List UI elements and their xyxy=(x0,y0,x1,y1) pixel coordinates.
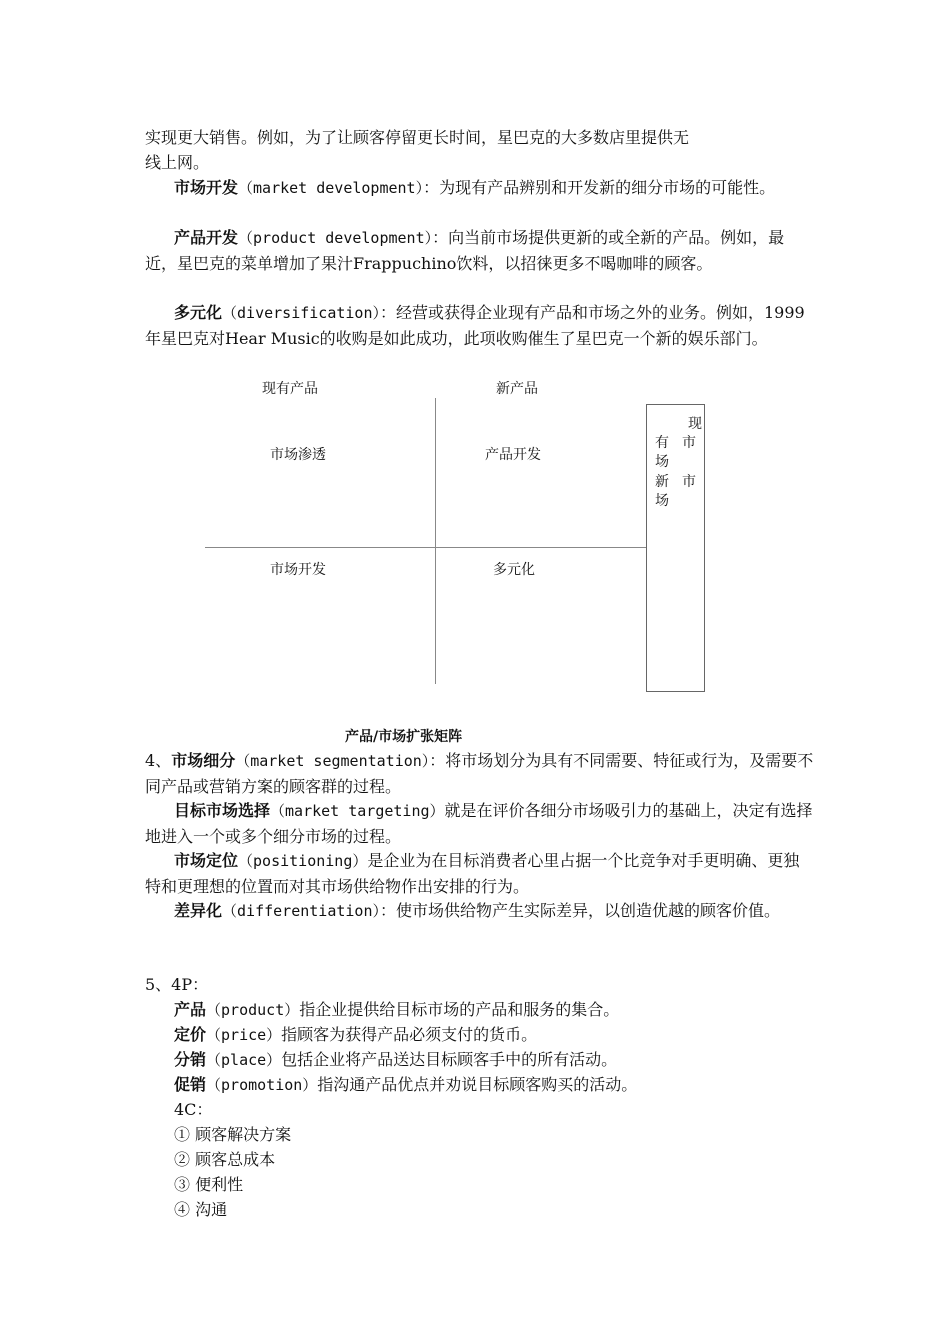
term: 目标市场选择 xyxy=(174,801,271,820)
fourc-item: ② 顾客总成本 xyxy=(174,1150,276,1169)
targeting-paragraph xyxy=(145,798,815,849)
term: 促销 xyxy=(174,1075,207,1094)
matrix-vertical-divider xyxy=(435,398,436,684)
matrix-horizontal-divider xyxy=(205,547,647,548)
side-char: 新 xyxy=(655,474,669,490)
section-number: 4、 xyxy=(145,751,172,770)
term-english: （place） xyxy=(206,1051,282,1069)
term: 分销 xyxy=(174,1050,207,1069)
definition: 就是在评价各细分市场吸引力的基础上，决定有选择地进入一个或多个细分市场的过程。 xyxy=(145,801,813,846)
fourc-item: ① 顾客解决方案 xyxy=(174,1125,292,1144)
term: 产品 xyxy=(174,1000,207,1019)
diversification-paragraph xyxy=(145,300,815,351)
definition: 包括企业将产品送达目标顾客手中的所有活动。 xyxy=(281,1050,618,1069)
differentiation-paragraph xyxy=(145,898,815,924)
term-english: （positioning） xyxy=(238,852,368,870)
fourp-heading: 5、4P： xyxy=(145,975,209,994)
term-english: （market targeting） xyxy=(270,802,445,820)
side-char: 场 xyxy=(655,493,669,509)
intro-line-1: 实现更大销售。例如，为了让顾客停留更长时间，星巴克的大多数店里提供无 xyxy=(145,128,690,147)
definition: ：为现有产品辨别和开发新的细分市场的可能性。 xyxy=(423,178,776,197)
intro-line-2: 线上网。 xyxy=(145,153,210,172)
fourp-item-price xyxy=(174,1022,537,1048)
term: 市场细分 xyxy=(171,751,236,770)
term: 市场开发 xyxy=(174,178,239,197)
term-english: （market development） xyxy=(238,179,424,197)
fourc-heading: 4C： xyxy=(174,1100,213,1119)
definition: ：向当前市场提供更新的或全新的产品。例如，最近，星巴克的菜单增加了果汁Frappuchino饮料，以招徕更多不喝咖啡的顾客。 xyxy=(145,228,785,273)
side-char: 现 xyxy=(688,416,702,432)
term: 差异化 xyxy=(174,901,223,920)
term-english: （product development） xyxy=(238,229,433,247)
matrix-col-new-products: 新产品 xyxy=(496,381,538,397)
definition: ：将市场划分为具有不同需要、特征或行为，及需要不同产品或营销方案的顾客群的过程。 xyxy=(145,751,814,796)
term-english: （differentiation） xyxy=(222,902,380,920)
term: 产品开发 xyxy=(174,228,239,247)
fourc-item: ③ 便利性 xyxy=(174,1175,244,1194)
term: 多元化 xyxy=(174,303,223,322)
matrix-col-existing-products: 现有产品 xyxy=(262,381,318,397)
fourc-item: ④ 沟通 xyxy=(174,1200,228,1219)
term-english: （product） xyxy=(206,1001,300,1019)
segmentation-paragraph xyxy=(145,748,815,799)
matrix-cell-market-penetration: 市场渗透 xyxy=(270,447,326,463)
product-development-paragraph xyxy=(145,225,815,276)
fourp-item-promotion xyxy=(174,1072,637,1098)
definition: 是企业为在目标消费者心里占据一个比竞争对手更明确、更独特和更理想的位置而对其市场供给物作出安排的行为。 xyxy=(145,851,800,896)
fourp-item-place xyxy=(174,1047,617,1073)
side-char: 市 xyxy=(682,474,696,490)
term-english: （promotion） xyxy=(206,1076,318,1094)
positioning-paragraph xyxy=(145,848,815,899)
matrix-caption: 产品/市场扩张矩阵 xyxy=(345,729,463,745)
definition: 指沟通产品优点并劝说目标顾客购买的活动。 xyxy=(317,1075,638,1094)
side-char: 场 xyxy=(655,454,669,470)
side-char: 市 xyxy=(682,435,696,451)
term: 定价 xyxy=(174,1025,207,1044)
term-english: （diversification） xyxy=(222,304,380,322)
definition: ：经营或获得企业现有产品和市场之外的业务。例如，1999年星巴克对Hear Music的收购是如此成功，此项收购催生了星巴克一个新的娱乐部门。 xyxy=(145,303,805,348)
term: 市场定位 xyxy=(174,851,239,870)
side-char: 有 xyxy=(655,435,669,451)
term-english: （price） xyxy=(206,1026,282,1044)
term-english: （market segmentation） xyxy=(235,752,430,770)
definition: ：使市场供给物产生实际差异，以创造优越的顾客价值。 xyxy=(379,901,780,920)
matrix-cell-market-development: 市场开发 xyxy=(270,562,326,578)
market-development-paragraph xyxy=(145,175,815,201)
matrix-cell-diversification: 多元化 xyxy=(493,562,535,578)
matrix-cell-product-development: 产品开发 xyxy=(485,447,541,463)
definition: 指企业提供给目标市场的产品和服务的集合。 xyxy=(299,1000,620,1019)
fourp-item-product xyxy=(174,997,619,1023)
definition: 指顾客为获得产品必须支付的货币。 xyxy=(281,1025,538,1044)
